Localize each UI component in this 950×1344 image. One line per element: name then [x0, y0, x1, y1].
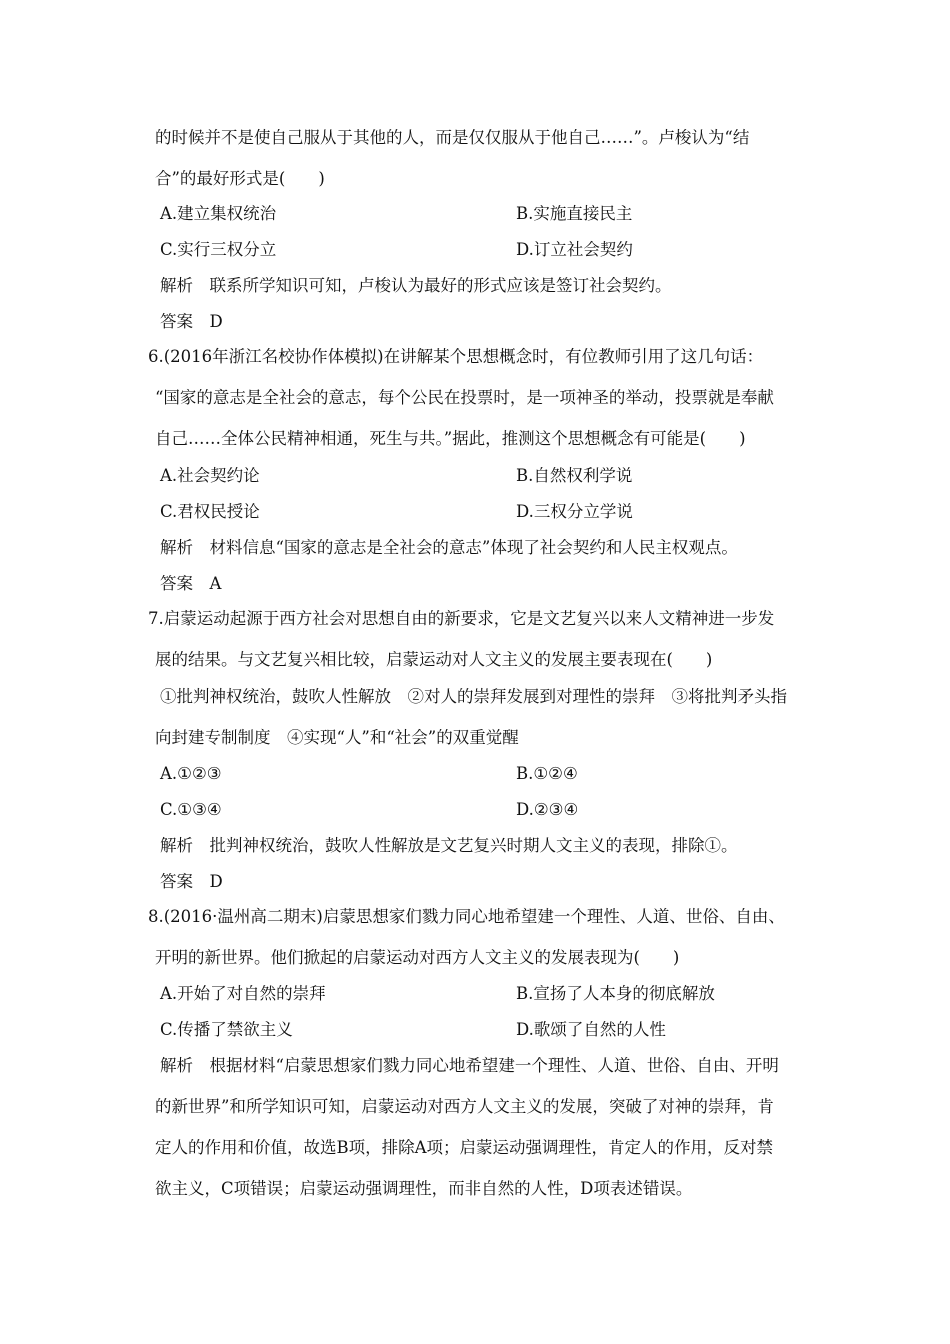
q5-option-a: A.建立集权统治: [160, 204, 277, 223]
q6-stem-line: “国家的意志是全社会的意志，每个公民在投票时，是一项神圣的举动，投票就是奉献: [155, 388, 774, 407]
q7-stem-line: 展的结果。与文艺复兴相比较，启蒙运动对人文主义的发展主要表现在( ): [155, 650, 713, 669]
q8-analysis-line: 欲主义，C项错误；启蒙运动强调理性，而非自然的人性，D项表述错误。: [155, 1179, 693, 1198]
q8-analysis-line: 定人的作用和价值，故选B项，排除A项；启蒙运动强调理性，肯定人的作用，反对禁: [155, 1138, 774, 1157]
q8-stem-line: 8.(2016·温州高二期末)启蒙思想家们戮力同心地希望建一个理性、人道、世俗、自由、: [148, 907, 785, 926]
q8-option-d: D.歌颂了自然的人性: [516, 1020, 666, 1039]
q8-analysis-line: 解析 根据材料“启蒙思想家们戮力同心地希望建一个理性、人道、世俗、自由、开明: [160, 1056, 779, 1075]
q5-option-c: C.实行三权分立: [160, 240, 277, 259]
q8-option-c: C.传播了禁欲主义: [160, 1020, 293, 1039]
q8-analysis-line: 的新世界”和所学知识可知，启蒙运动对西方人文主义的发展，突破了对神的崇拜，肯: [155, 1097, 774, 1116]
q7-answer: 答案 D: [160, 872, 223, 891]
q5-option-b: B.实施直接民主: [516, 204, 633, 223]
q8-option-a: A.开始了对自然的崇拜: [160, 984, 326, 1003]
q6-option-b: B.自然权利学说: [516, 466, 633, 485]
q6-option-d: D.三权分立学说: [516, 502, 633, 521]
q5-answer: 答案 D: [160, 312, 223, 331]
q7-analysis: 解析 批判神权统治，鼓吹人性解放是文艺复兴时期人文主义的表现，排除①。: [160, 836, 738, 855]
q6-answer: 答案 A: [160, 574, 222, 593]
q8-stem-line: 开明的新世界。他们掀起的启蒙运动对西方人文主义的发展表现为( ): [155, 948, 680, 967]
q7-option-a: A.①②③: [160, 764, 222, 783]
q6-analysis: 解析 材料信息“国家的意志是全社会的意志”体现了社会契约和人民主权观点。: [160, 538, 738, 557]
q7-stem-line: 7.启蒙运动起源于西方社会对思想自由的新要求，它是文艺复兴以来人文精神进一步发: [148, 609, 775, 628]
q7-option-c: C.①③④: [160, 800, 222, 819]
q5-stem-line: 合”的最好形式是( ): [155, 169, 325, 188]
q7-statements-line: 向封建专制制度 ④实现“人”和“社会”的双重觉醒: [155, 728, 519, 747]
q5-stem-line: 的时候并不是使自己服从于其他的人，而是仅仅服从于他自己……”。卢梭认为“结: [155, 128, 750, 147]
q7-statements-line: ①批判神权统治，鼓吹人性解放 ②对人的崇拜发展到对理性的崇拜 ③将批判矛头指: [160, 687, 787, 706]
q6-option-a: A.社会契约论: [160, 466, 260, 485]
q6-stem-line: 6.(2016年浙江名校协作体模拟)在讲解某个思想概念时，有位教师引用了这几句话：: [148, 347, 764, 366]
q7-option-d: D.②③④: [516, 800, 579, 819]
q5-analysis: 解析 联系所学知识可知，卢梭认为最好的形式应该是签订社会契约。: [160, 276, 672, 295]
q5-option-d: D.订立社会契约: [516, 240, 633, 259]
q7-option-b: B.①②④: [516, 764, 578, 783]
q6-option-c: C.君权民授论: [160, 502, 260, 521]
q8-option-b: B.宣扬了人本身的彻底解放: [516, 984, 715, 1003]
q6-stem-line: 自己……全体公民精神相通，死生与共。”据此，推测这个思想概念有可能是( ): [155, 429, 746, 448]
